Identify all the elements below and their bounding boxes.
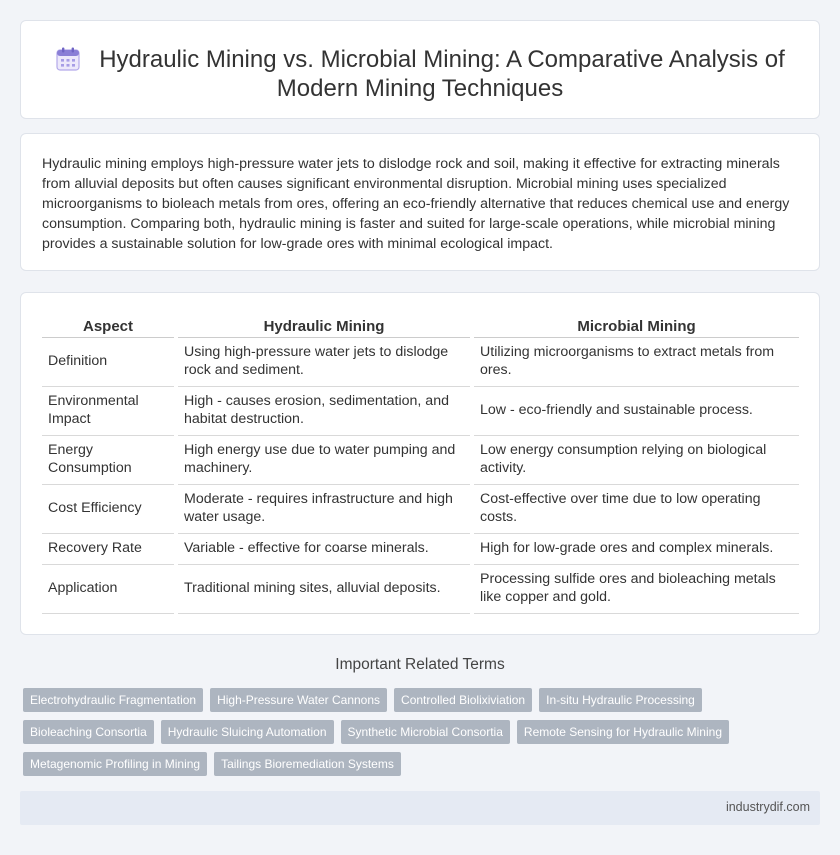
microbial-cell: Low - eco-friendly and sustainable process. bbox=[472, 386, 799, 435]
microbial-cell: Cost-effective over time due to low operating costs. bbox=[472, 484, 799, 533]
aspect-cell: Recovery Rate bbox=[42, 533, 176, 564]
microbial-cell: High for low-grade ores and complex minerals. bbox=[472, 533, 799, 564]
header-hydraulic: Hydraulic Mining bbox=[176, 313, 472, 337]
table-row bbox=[42, 484, 799, 533]
table-header-row bbox=[42, 313, 799, 337]
microbial-cell: Processing sulfide ores and bioleaching metals like copper and gold. bbox=[472, 564, 799, 613]
hydraulic-cell: High - causes erosion, sedimentation, and habitat destruction. bbox=[176, 386, 472, 435]
table-row bbox=[42, 533, 799, 564]
footer-bar bbox=[20, 791, 820, 825]
page-title: Hydraulic Mining vs. Microbial Mining: A Comparative Analysis of Modern Mining Techniques bbox=[99, 46, 785, 102]
hydraulic-cell: Traditional mining sites, alluvial deposits. bbox=[176, 564, 472, 613]
header-aspect: Aspect bbox=[42, 313, 176, 337]
summary-paragraph: Hydraulic mining employs high-pressure water jets to dislodge rock and soil, making it effective for extracting minerals from alluvial deposits but often causes significant environmental disruption. Microbial mining uses specialized microorganisms to bioleach metals from ores, offering an eco-friendly alternative that reduces chemical use and energy consumption. Comparing both, hydraulic mining is faster and suited for large-scale operations, while microbial mining provides a sustainable solution for low-grade ores with minimal ecological impact. bbox=[42, 156, 790, 252]
table-row bbox=[42, 337, 799, 386]
aspect-cell: Cost Efficiency bbox=[42, 484, 176, 533]
aspect-cell: Energy Consumption bbox=[42, 435, 176, 484]
related-term-tag[interactable]: High-Pressure Water Cannons bbox=[210, 688, 387, 712]
hydraulic-cell: Variable - effective for coarse minerals. bbox=[176, 533, 472, 564]
table-row bbox=[42, 564, 799, 613]
hydraulic-cell: Using high-pressure water jets to dislodge rock and sediment. bbox=[176, 337, 472, 386]
title-block bbox=[51, 45, 789, 103]
related-term-tag[interactable]: Controlled Biolixiviation bbox=[394, 688, 532, 712]
related-term-tag[interactable]: Bioleaching Consortia bbox=[23, 720, 154, 744]
related-term-tag[interactable]: Remote Sensing for Hydraulic Mining bbox=[517, 720, 729, 744]
title-card bbox=[20, 20, 820, 119]
comparison-table bbox=[42, 313, 799, 614]
microbial-cell: Utilizing microorganisms to extract metals from ores. bbox=[472, 337, 799, 386]
related-terms-tags bbox=[23, 688, 823, 784]
related-term-tag[interactable]: Synthetic Microbial Consortia bbox=[341, 720, 510, 744]
aspect-cell: Environmental Impact bbox=[42, 386, 176, 435]
hydraulic-cell: High energy use due to water pumping and machinery. bbox=[176, 435, 472, 484]
calendar-icon bbox=[55, 46, 81, 72]
aspect-cell: Application bbox=[42, 564, 176, 613]
aspect-cell: Definition bbox=[42, 337, 176, 386]
related-terms-heading: Important Related Terms bbox=[335, 656, 505, 673]
related-term-tag[interactable]: Hydraulic Sluicing Automation bbox=[161, 720, 334, 744]
related-term-tag[interactable]: Metagenomic Profiling in Mining bbox=[23, 752, 207, 776]
table-row bbox=[42, 386, 799, 435]
header-microbial: Microbial Mining bbox=[472, 313, 799, 337]
microbial-cell: Low energy consumption relying on biological activity. bbox=[472, 435, 799, 484]
related-term-tag[interactable]: Electrohydraulic Fragmentation bbox=[23, 688, 203, 712]
footer-site[interactable]: industrydif.com bbox=[725, 800, 810, 814]
related-term-tag[interactable]: Tailings Bioremediation Systems bbox=[214, 752, 401, 776]
related-term-tag[interactable]: In-situ Hydraulic Processing bbox=[539, 688, 702, 712]
comparison-table-card bbox=[20, 292, 820, 635]
table-row bbox=[42, 435, 799, 484]
hydraulic-cell: Moderate - requires infrastructure and high water usage. bbox=[176, 484, 472, 533]
summary-card bbox=[20, 133, 820, 271]
